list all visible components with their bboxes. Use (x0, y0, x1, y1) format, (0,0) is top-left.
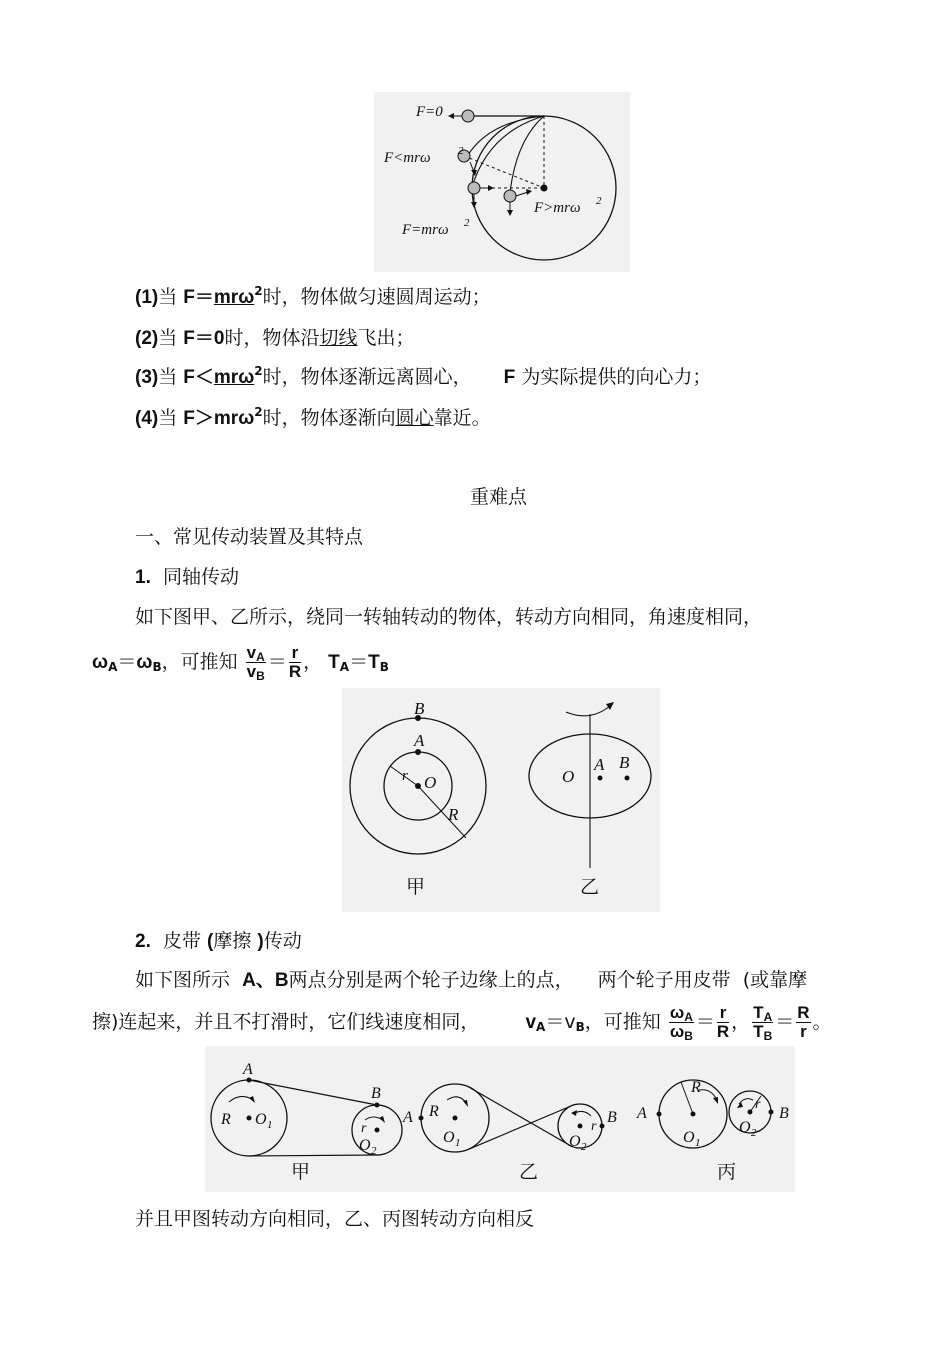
label-f-equal: F=mrω (402, 222, 449, 238)
label-o1-jia: O (255, 1111, 267, 1128)
label-o1-bing: O (683, 1129, 695, 1146)
label-o2-bing: O (739, 1119, 751, 1136)
label-o2-sub-yi: 2 (581, 1141, 587, 1153)
label-a-jia: A (243, 1061, 253, 1078)
fraction-va-vb: $\frac{v_A}{v_B}$ (246, 643, 265, 683)
centripetal-force-figure (374, 92, 630, 272)
label-o: O (424, 773, 437, 792)
fraction-r-R-2: $\frac{r}{R}$ (716, 1003, 730, 1041)
fraction-R-r: $\frac{R}{r}$ (797, 1003, 810, 1041)
section-title: 重难点 (470, 486, 528, 508)
label-a-bing: A (637, 1105, 647, 1122)
label-a: A (414, 731, 425, 750)
label-big-r-yi: R (429, 1103, 439, 1120)
condition-4: (4)当 F＞mrω$^2$时，物体逐渐向圆心靠近。 (135, 405, 491, 429)
label-jia: 甲 (406, 876, 426, 898)
belt-drive-figure (205, 1046, 795, 1192)
label-o1-sub-jia: 1 (267, 1119, 273, 1131)
fraction-r-R: $\frac{r}{R}$ (288, 643, 302, 681)
label-o2-sub-jia: 2 (371, 1145, 377, 1157)
label-b-jia: B (371, 1085, 381, 1102)
paragraph-1: 如下图甲、乙所示，绕同一转轴转动的物体，转动方向相同，角速度相同， (135, 606, 763, 628)
label-b-yi: B (607, 1109, 617, 1126)
label-f-less: F<mrω (384, 150, 431, 166)
condition-1: (1)当 F＝mrω$^2$时，物体做匀速圆周运动； (135, 284, 491, 308)
label-r: r (402, 768, 408, 784)
label-big-r-bing: R (691, 1079, 701, 1096)
label-big-r: R (448, 805, 459, 824)
label-bing-3: 丙 (717, 1161, 737, 1183)
label-o1-sub-yi: 1 (455, 1137, 461, 1149)
paragraph-3: 并且甲图转动方向相同，乙、丙图转动方向相反 (135, 1208, 535, 1230)
label-r-yi: r (591, 1119, 597, 1134)
label-yi: 乙 (580, 876, 600, 898)
formula-1: $\omega_A=\omega_B$，可推知 $\frac{v_A}{v_B}$ ＝ $\frac{r}{R}$ ， $T_A=T_B$ (92, 643, 389, 683)
label-r-bing: r (755, 1097, 761, 1112)
fraction-omega: $\frac{\omega_A}{\omega_B}$ (669, 1003, 693, 1043)
label-o2-sub-bing: 2 (751, 1127, 757, 1139)
label-a-2: A (594, 755, 605, 774)
label-o-2: O (562, 767, 575, 786)
label-f-greater: F>mrω (534, 200, 581, 216)
exp-f-less: 2 (458, 145, 464, 157)
label-f-zero: F=0 (416, 104, 443, 120)
label-b: B (414, 699, 425, 718)
label-o2-yi: O (569, 1133, 581, 1150)
label-o1-sub-bing: 1 (695, 1137, 701, 1149)
label-b-2: B (619, 753, 630, 772)
exp-f-greater: 2 (596, 195, 602, 207)
condition-2: (2)当 F＝0时，物体沿切线飞出； (135, 327, 415, 349)
label-big-r-jia: R (221, 1111, 231, 1128)
subheading-1: 1. 同轴传动 (135, 566, 239, 588)
label-o1-yi: O (443, 1129, 455, 1146)
coaxial-figure (342, 688, 660, 912)
label-yi-3: 乙 (519, 1161, 539, 1183)
exp-f-equal: 2 (464, 217, 470, 229)
label-a-yi: A (403, 1109, 413, 1126)
condition-3: (3)当 F＜mrω$^2$时，物体逐渐远离圆心， F 为实际提供的向心力； (135, 364, 712, 388)
heading-1: 一、常见传动装置及其特点 (135, 526, 364, 548)
label-b-bing: B (779, 1105, 789, 1122)
paragraph-2b: 擦)连起来，并且不打滑时，它们线速度相同， $v_A=v_B$，可推知 $\frac{\omega_A}{\omega_B}$ ＝ $\frac{r}{R}$ ， $\frac{T_A}{T_B}$ ＝ $\frac{R}{r}$ 。 (92, 1003, 832, 1043)
subheading-2: 2. 皮带 (摩擦 )传动 (135, 930, 302, 952)
label-o2-jia: O (359, 1137, 371, 1154)
label-jia-3: 甲 (291, 1161, 311, 1183)
paragraph-2a: 如下图所示 A、B两点分别是两个轮子边缘上的点， 两个轮子用皮带 (或靠摩 (135, 969, 808, 991)
fraction-period: $\frac{T_A}{T_B}$ (753, 1003, 773, 1043)
label-r-jia: r (361, 1121, 367, 1136)
